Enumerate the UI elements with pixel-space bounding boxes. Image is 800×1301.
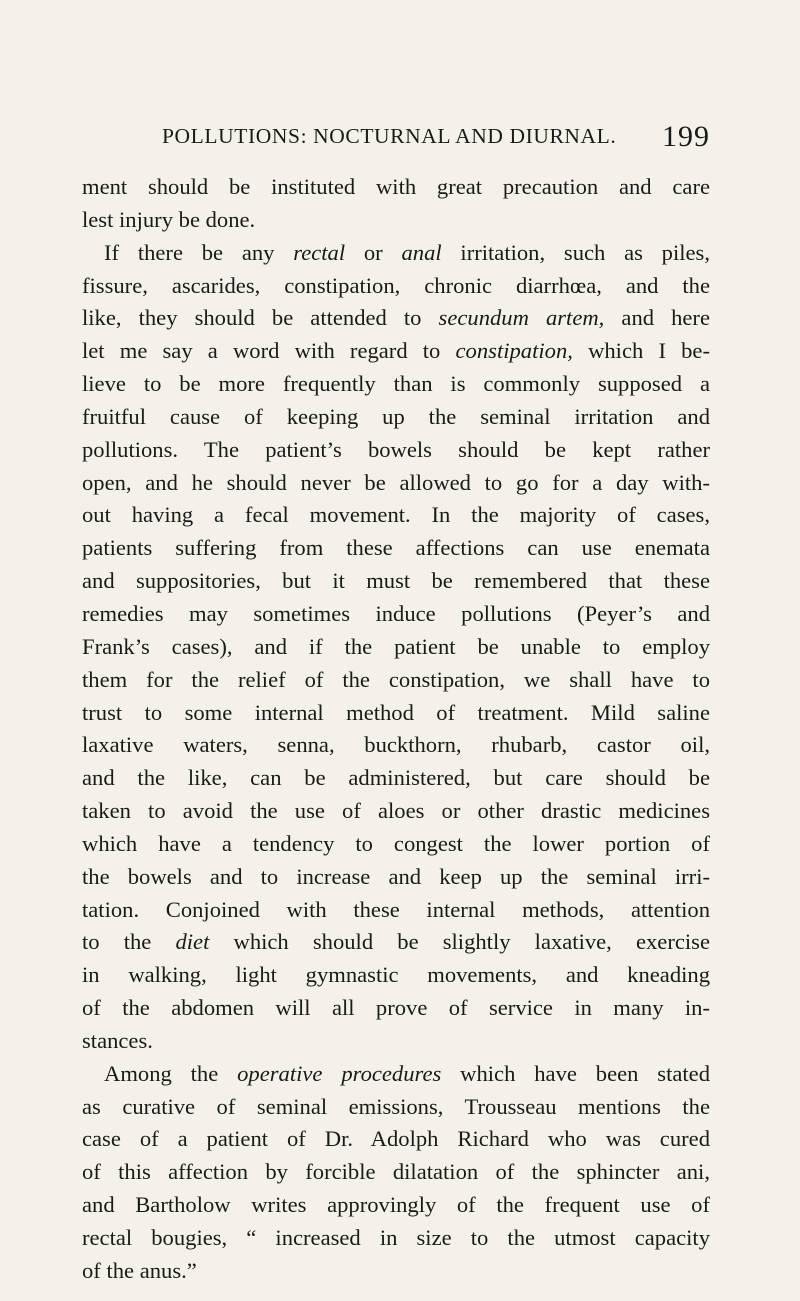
text-line: [82, 664, 710, 697]
text-line: [82, 401, 710, 434]
text-line: [82, 499, 710, 532]
text-line: [82, 926, 710, 959]
text-line: [82, 237, 710, 270]
text-line: [82, 532, 710, 565]
text-line: [82, 302, 710, 335]
text-line: [82, 697, 710, 730]
running-header: [162, 120, 710, 156]
text-line: [82, 467, 710, 500]
text-line: [82, 1123, 710, 1156]
text-segment: of the anus.”: [82, 1257, 197, 1283]
italic-text: constipation,: [455, 338, 573, 364]
text-segment: fruitful cause of keeping up the seminal irritation and: [82, 403, 710, 429]
text-segment: and suppositories, but it must be remembered that these: [82, 568, 710, 594]
italic-text: diet: [175, 929, 210, 955]
text-line: [82, 1255, 710, 1288]
text-segment: of the abdomen will all prove of service in many in-: [82, 995, 710, 1021]
text-segment: which have been stated: [441, 1060, 710, 1086]
text-line: [82, 368, 710, 401]
text-segment: to the: [82, 929, 176, 955]
text-segment: or: [345, 239, 402, 265]
running-title: POLLUTIONS: NOCTURNAL AND DIURNAL.: [162, 124, 617, 148]
text-line: [82, 1222, 710, 1255]
text-segment: and here: [604, 305, 710, 331]
text-line: [82, 270, 710, 303]
italic-text: rectal: [293, 239, 346, 265]
text-segment: laxative waters, senna, buckthorn, rhubarb, castor oil,: [82, 732, 710, 758]
text-segment: which should be slightly laxative, exercise: [209, 929, 710, 955]
text-line: [82, 204, 710, 237]
text-segment: ment should be instituted with great precaution and care: [82, 174, 710, 199]
body-text: [82, 171, 710, 1288]
italic-text: secundum artem,: [438, 305, 605, 331]
text-segment: If there be any: [104, 239, 294, 265]
page-number: 199: [662, 120, 710, 153]
text-segment: rectal bougies, “ increased in size to the utmost capacity: [82, 1225, 710, 1250]
text-segment: let me say a word with regard to: [82, 338, 456, 364]
text-segment: the bowels and to increase and keep up the seminal irri-: [82, 863, 710, 889]
text-segment: like, they should be attended to: [82, 305, 439, 331]
text-line: [82, 795, 710, 828]
text-segment: in walking, light gymnastic movements, and kneading: [82, 962, 710, 988]
text-line: [82, 565, 710, 598]
text-line: [82, 861, 710, 894]
text-segment: pollutions. The patient’s bowels should be kept rather: [82, 436, 710, 462]
text-line: [82, 1091, 710, 1124]
text-segment: and the like, can be administered, but care should be: [82, 765, 710, 791]
italic-text: operative procedures: [237, 1060, 442, 1086]
text-line: [82, 335, 710, 368]
text-segment: irritation, such as piles,: [441, 239, 710, 265]
text-line: [82, 828, 710, 861]
italic-text: anal: [401, 239, 442, 265]
text-segment: fissure, ascarides, constipation, chronic diarrhœa, and the: [82, 272, 710, 298]
text-segment: and Bartholow writes approvingly of the frequent use of: [82, 1192, 710, 1218]
text-line: [82, 729, 710, 762]
text-line: [82, 434, 710, 467]
text-segment: out having a fecal movement. In the majority of cases,: [82, 502, 710, 528]
text-line: [82, 959, 710, 992]
text-segment: lieve to be more frequently than is commonly supposed a: [82, 371, 710, 397]
text-line: [82, 598, 710, 631]
text-segment: which I be-: [572, 338, 710, 364]
text-segment: as curative of seminal emissions, Trousseau mentions the: [82, 1093, 710, 1119]
text-segment: patients suffering from these affections can use enemata: [82, 535, 710, 561]
text-segment: Frank’s cases), and if the patient be unable to employ: [82, 633, 710, 659]
text-segment: of this affection by forcible dilatation of the sphincter ani,: [82, 1159, 710, 1185]
text-segment: Among the: [104, 1060, 238, 1086]
text-line: [82, 171, 710, 204]
text-segment: taken to avoid the use of aloes or other drastic medicines: [82, 798, 710, 824]
text-segment: tation. Conjoined with these internal methods, attention: [82, 896, 710, 922]
text-line: [82, 762, 710, 795]
text-segment: which have a tendency to congest the lower portion of: [82, 830, 710, 856]
text-line: [82, 1189, 710, 1222]
text-line: [82, 1025, 710, 1058]
text-line: [82, 1156, 710, 1189]
text-segment: case of a patient of Dr. Adolph Richard who was cured: [82, 1126, 710, 1152]
text-line: [82, 1058, 710, 1091]
text-segment: them for the relief of the constipation, we shall have to: [82, 666, 710, 692]
text-line: [82, 631, 710, 664]
text-segment: stances.: [82, 1027, 153, 1053]
text-segment: open, and he should never be allowed to go for a day with-: [82, 469, 710, 495]
text-line: [82, 992, 710, 1025]
text-segment: remedies may sometimes induce pollutions (Peyer’s and: [82, 600, 710, 626]
text-segment: trust to some internal method of treatment. Mild saline: [82, 699, 710, 725]
text-line: [82, 894, 710, 927]
text-segment: lest injury be done.: [82, 206, 256, 232]
